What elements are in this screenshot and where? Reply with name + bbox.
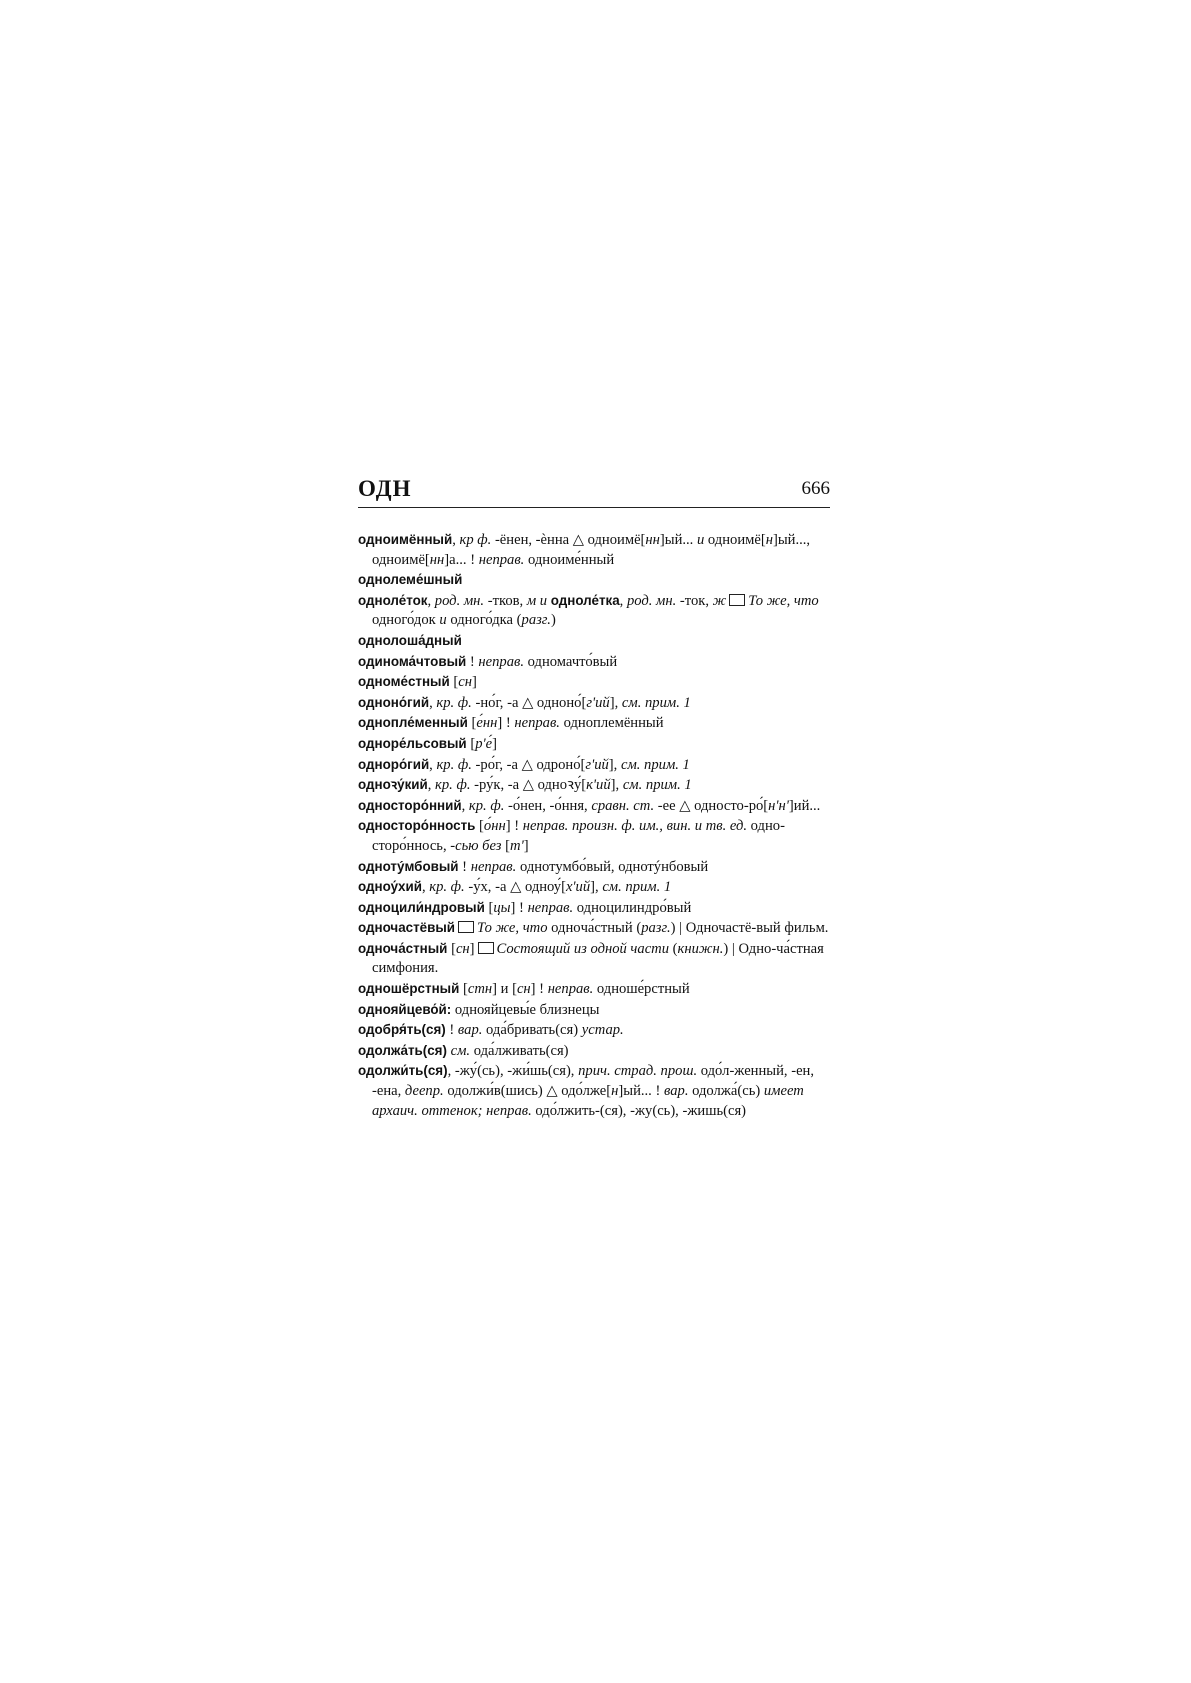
italic-note: хʹий xyxy=(565,879,591,896)
entry-text: ] ! xyxy=(530,981,548,998)
italic-note: сн xyxy=(516,981,531,998)
entry-text: ] ! xyxy=(510,899,528,916)
italic-note: род. мн. xyxy=(434,592,485,609)
entry-text: ода́бривать(ся) xyxy=(482,1022,582,1039)
entry-text: [ xyxy=(447,940,456,957)
entry-text: [ xyxy=(484,899,494,916)
italic-note: см. прим. 1 xyxy=(620,756,690,773)
headword: одноле́ток xyxy=(358,592,428,608)
entry-text: [ xyxy=(449,674,459,691)
headword: однолеме́шный xyxy=(358,572,463,588)
entry-text: ] xyxy=(492,735,497,752)
italic-note: цы xyxy=(493,899,511,916)
dictionary-entry xyxy=(358,1061,830,1121)
entry-text: ! xyxy=(445,1022,458,1039)
dictionary-entry xyxy=(358,939,830,979)
italic-note: сравн. ст. xyxy=(591,797,655,814)
entry-text: ]ий... xyxy=(788,797,821,814)
entry-text: , -жу́(сь), -жи́шь(ся), xyxy=(447,1063,579,1080)
headword: одноле́тка xyxy=(550,592,620,608)
italic-note: сн xyxy=(455,940,470,957)
entry-text: одно-сторо́ннось, xyxy=(372,818,785,854)
entry-text: -тков, xyxy=(484,592,527,609)
italic-note: гʹий xyxy=(586,694,610,711)
headword: одолжи́ть(ся) xyxy=(358,1063,448,1079)
dictionary-entry xyxy=(358,775,830,796)
italic-note: кр. ф. xyxy=(435,777,471,794)
italic-note: неправ. xyxy=(478,551,525,568)
dictionary-entry xyxy=(358,631,830,652)
entry-text: ! xyxy=(466,653,479,670)
entry-text: одного́дка ( xyxy=(446,612,522,629)
headword: одноꝛу́кий xyxy=(358,777,428,793)
headword: одноимённый xyxy=(358,532,453,547)
entry-text: однояйцевы́е близнецы xyxy=(451,1001,600,1018)
dictionary-entry xyxy=(358,734,830,755)
dictionary-entry xyxy=(358,1020,830,1041)
dictionary-entry xyxy=(358,713,830,734)
entry-text: , xyxy=(452,532,460,548)
italic-note: о́нн xyxy=(483,818,506,835)
italic-note: е́нн xyxy=(476,715,498,732)
headword: одноу́хий xyxy=(358,879,422,895)
italic-note: имеет архаич. оттенок; неправ. xyxy=(372,1083,804,1119)
italic-note: и xyxy=(439,612,447,629)
dictionary-entry xyxy=(358,857,830,878)
entry-text: [ xyxy=(459,981,468,998)
headword: однотýмбовый xyxy=(358,858,459,874)
italic-note: кр. ф. xyxy=(436,694,472,711)
italic-note: кр. ф. xyxy=(429,879,465,896)
entry-text: одномачто́вый xyxy=(524,653,618,670)
headword: односторо́нность xyxy=(358,818,476,834)
headword: одношёрстный xyxy=(358,981,460,997)
entry-text: [ xyxy=(466,735,476,752)
dictionary-entry xyxy=(358,877,830,898)
italic-note: нʹнʹ xyxy=(768,797,789,814)
italic-note: ж xyxy=(712,592,727,609)
entry-text: [ xyxy=(501,837,511,854)
entry-text: , xyxy=(461,797,469,814)
page-number: 666 xyxy=(801,478,830,499)
italic-note: рʹе́ xyxy=(475,735,493,752)
headword: однолоша́дный xyxy=(358,632,462,648)
entry-text: -у́х, -а △ одноу́[ xyxy=(464,879,566,896)
entry-text: однoча́стный ( xyxy=(547,920,642,937)
italic-note: То же, что xyxy=(477,920,548,937)
entry-text: , xyxy=(619,592,627,609)
entry-text: одноше́рстный xyxy=(593,981,690,998)
italic-note: см. прим. 1 xyxy=(602,879,672,896)
entry-text: -ее △ односто-ро́[ xyxy=(654,797,769,814)
italic-note: кр ф. xyxy=(459,532,492,548)
italic-note: н xyxy=(765,532,773,548)
entry-text: ], xyxy=(609,694,622,711)
italic-note: неправ. xyxy=(470,858,517,875)
entry-text: одноиме́нный xyxy=(524,551,615,568)
entry-text: ] xyxy=(471,674,477,691)
entry-text: -ток, xyxy=(676,592,713,609)
entry-text: ] ! xyxy=(497,715,515,732)
entry-text: одноимё[ xyxy=(704,532,766,548)
entry-text: одолжа́(сь) xyxy=(688,1083,764,1100)
italic-note: см. xyxy=(450,1042,471,1059)
italic-note: нн xyxy=(429,551,445,568)
entry-text: [ xyxy=(467,715,477,732)
italic-note: см. прим. 1 xyxy=(621,694,691,711)
italic-note: неправ. xyxy=(514,715,560,732)
running-head: ОДН xyxy=(358,476,412,501)
italic-note: книжн. xyxy=(677,940,724,957)
headword: одноме́стный xyxy=(358,674,450,690)
entry-text: одного́док xyxy=(372,612,440,629)
dictionary-entry xyxy=(358,918,830,939)
entry-text: ], xyxy=(608,756,621,773)
italic-note: вар. xyxy=(663,1083,689,1100)
italic-note: устар. xyxy=(581,1022,624,1039)
italic-note: род. мн. xyxy=(626,592,677,609)
italic-note: вар. xyxy=(457,1022,483,1039)
entry-text: одо́л-женный, -ен, -ена, xyxy=(372,1063,815,1100)
entry-text: -о́нен, -о́ння, xyxy=(504,797,592,814)
entry-list xyxy=(358,530,830,1121)
italic-note: разг. xyxy=(641,920,671,937)
entry-text: ( xyxy=(669,940,678,957)
italic-note: тʹ xyxy=(510,837,524,854)
dictionary-entry xyxy=(358,816,830,856)
definition-box-icon xyxy=(729,594,745,606)
italic-note: кʹий xyxy=(586,777,611,794)
italic-note: -сью без xyxy=(450,837,502,854)
italic-note: нн xyxy=(645,532,660,548)
italic-note: прич. страд. прош. xyxy=(578,1063,698,1080)
italic-note: неправ. xyxy=(478,653,525,670)
headword: одинома́чтовый xyxy=(358,653,467,669)
entry-text: ) xyxy=(550,612,556,629)
italic-note: стн xyxy=(467,981,493,998)
headword: одноцили́ндровый xyxy=(358,899,485,915)
headword: одноро́гий xyxy=(358,756,430,772)
entry-text: ]ый... ! xyxy=(618,1083,664,1100)
italic-note: кр. ф. xyxy=(436,756,472,773)
entry-text: ) | Одно-ча́стная симфония. xyxy=(372,940,824,977)
entry-text: ]ый... xyxy=(659,532,697,548)
entry-text: -ру́к, -а △ одноꝛу́[ xyxy=(470,777,587,794)
dictionary-entry xyxy=(358,755,830,776)
headword: одолжа́ть(ся) xyxy=(358,1042,447,1058)
entry-text: ], xyxy=(590,879,603,896)
definition-box-icon xyxy=(458,921,474,933)
entry-text: ! xyxy=(458,858,471,875)
italic-note: н xyxy=(611,1083,619,1100)
entry-text: , xyxy=(421,879,430,896)
entry-text: [ xyxy=(475,818,484,835)
dictionary-entry xyxy=(358,672,830,693)
entry-text: одолжи́в(шись) △ одо́лже[ xyxy=(443,1083,612,1100)
entry-text: , xyxy=(427,777,436,794)
entry-text: ода́лживать(ся) xyxy=(470,1042,569,1059)
headword: однопле́менный xyxy=(358,715,468,731)
dictionary-entry xyxy=(358,898,830,919)
italic-note: Состоящий из одной части xyxy=(496,940,670,957)
italic-note: деепр. xyxy=(404,1083,444,1100)
entry-text: ] и [ xyxy=(492,981,517,998)
italic-note: То же, что xyxy=(748,592,819,609)
dictionary-page xyxy=(358,476,830,1121)
entry-text: ] ! xyxy=(505,818,523,835)
italic-note: см. прим. 1 xyxy=(622,777,692,794)
dictionary-entry xyxy=(358,979,830,1000)
dictionary-entry xyxy=(358,591,830,631)
italic-note: сн xyxy=(458,674,472,691)
entry-text: , xyxy=(427,592,435,609)
headword: одноре́льсовый xyxy=(358,735,467,751)
entry-text: , xyxy=(429,694,437,711)
headword: односторо́нний xyxy=(358,797,462,813)
entry-text: ) | Одночастё-вый фильм. xyxy=(670,920,829,937)
italic-note: разг. xyxy=(521,612,551,629)
headword: одноно́гий xyxy=(358,694,430,710)
definition-box-icon xyxy=(478,942,494,954)
dictionary-entry xyxy=(358,1000,830,1021)
header-rule xyxy=(358,507,830,508)
entry-text: -ёнен, -ѐнна △ одноимё[ xyxy=(491,532,646,548)
entry-text: ]а... ! xyxy=(444,551,479,568)
entry-text: ]ый..., одноимё[ xyxy=(372,532,811,568)
entry-text: ] xyxy=(523,837,529,854)
headword: одобря́ть(ся) xyxy=(358,1022,446,1038)
italic-note: неправ. xyxy=(547,981,594,998)
entry-text: одноцилиндро́вый xyxy=(573,899,692,916)
headword: одночастёвый xyxy=(358,920,456,936)
dictionary-entry xyxy=(358,570,830,591)
entry-text: одо́лжить-(ся), -жу(сь), -жишь(ся) xyxy=(531,1102,747,1119)
page-header xyxy=(358,476,830,512)
entry-text: -ро́г, -а △ одроно́[ xyxy=(471,756,586,773)
entry-text: одноплемённый xyxy=(559,715,664,732)
italic-note: гʹий xyxy=(585,756,609,773)
entry-text: , xyxy=(429,756,437,773)
italic-note: неправ. произн. ф. им., вин. и тв. ед. xyxy=(522,818,748,835)
dictionary-entry xyxy=(358,530,830,570)
dictionary-entry xyxy=(358,1041,830,1062)
dictionary-entry xyxy=(358,796,830,817)
italic-note: кр. ф. xyxy=(468,797,505,814)
headword: однояйцево́й: xyxy=(358,1001,452,1017)
dictionary-entry xyxy=(358,693,830,714)
italic-note: м и xyxy=(526,592,548,609)
headword: одноча́стный xyxy=(358,940,448,956)
entry-text: ] xyxy=(469,940,475,957)
dictionary-entry xyxy=(358,652,830,673)
italic-note: и xyxy=(696,532,705,548)
entry-text: однотумбо́вый, однотýнбовый xyxy=(516,858,709,875)
italic-note: неправ. xyxy=(527,899,574,916)
entry-text: -но́г, -а △ одноно́[ xyxy=(471,694,587,711)
entry-text: ], xyxy=(610,777,623,794)
